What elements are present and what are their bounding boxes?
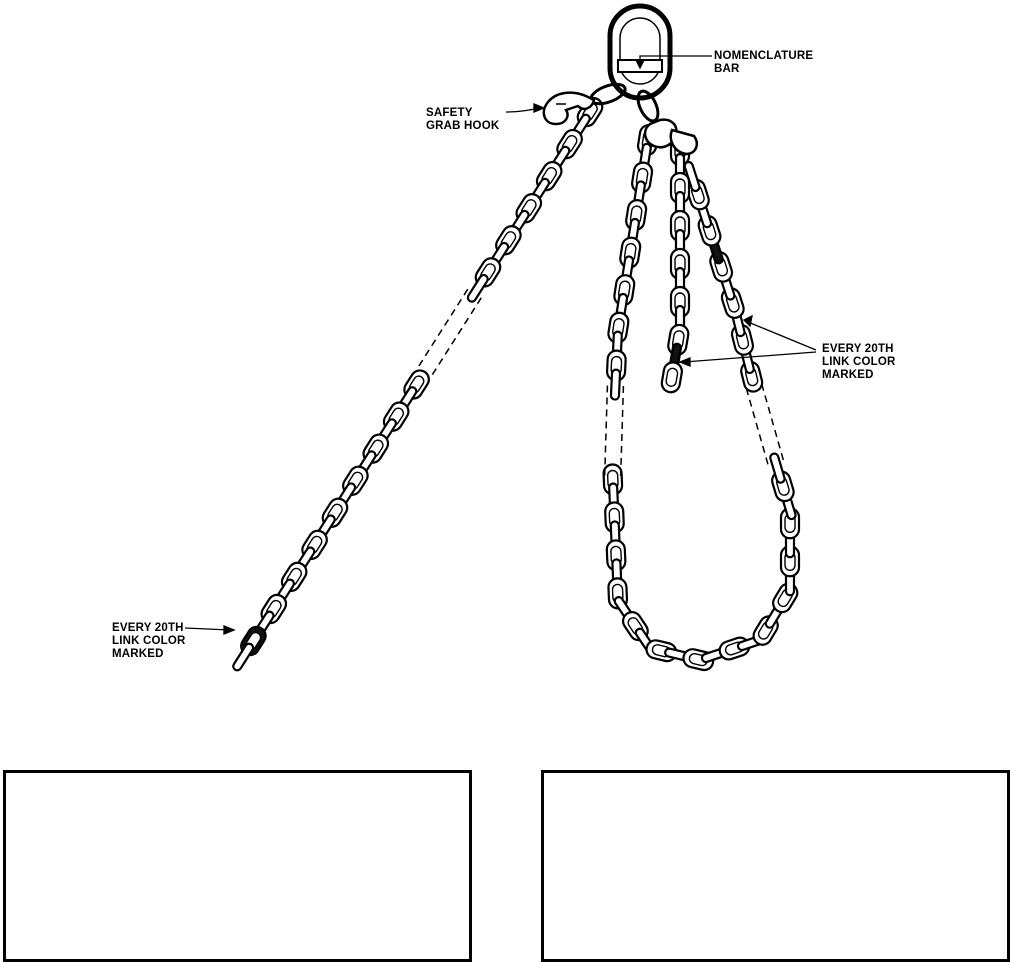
inner-leg-link (660, 361, 683, 394)
coupling-link-left (588, 80, 627, 107)
left-leg-gap-dash (419, 289, 468, 366)
loop-leg-gap-dash (605, 385, 608, 475)
label-nomenclature-bar: NOMENCLATURE BAR (714, 50, 814, 75)
label-color-marked-right: EVERY 20TH LINK COLOR MARKED (822, 343, 896, 381)
label-color-marked-left: EVERY 20TH LINK COLOR MARKED (112, 622, 186, 660)
loop-leg-gap-dash (621, 386, 624, 476)
pointer-color-right-1 (748, 322, 816, 350)
caption-box-left (3, 770, 472, 962)
pointer-color-left (185, 628, 230, 630)
loop-leg-gap-dash (762, 384, 784, 460)
left-leg-gap-dash (432, 298, 481, 375)
loop-leg-link (611, 369, 620, 399)
master-link-inner (620, 18, 660, 84)
loop-leg-gap-dash (746, 388, 768, 464)
caption-box-right (541, 770, 1010, 962)
label-safety-grab-hook: SAFETY GRAB HOOK (426, 107, 500, 132)
